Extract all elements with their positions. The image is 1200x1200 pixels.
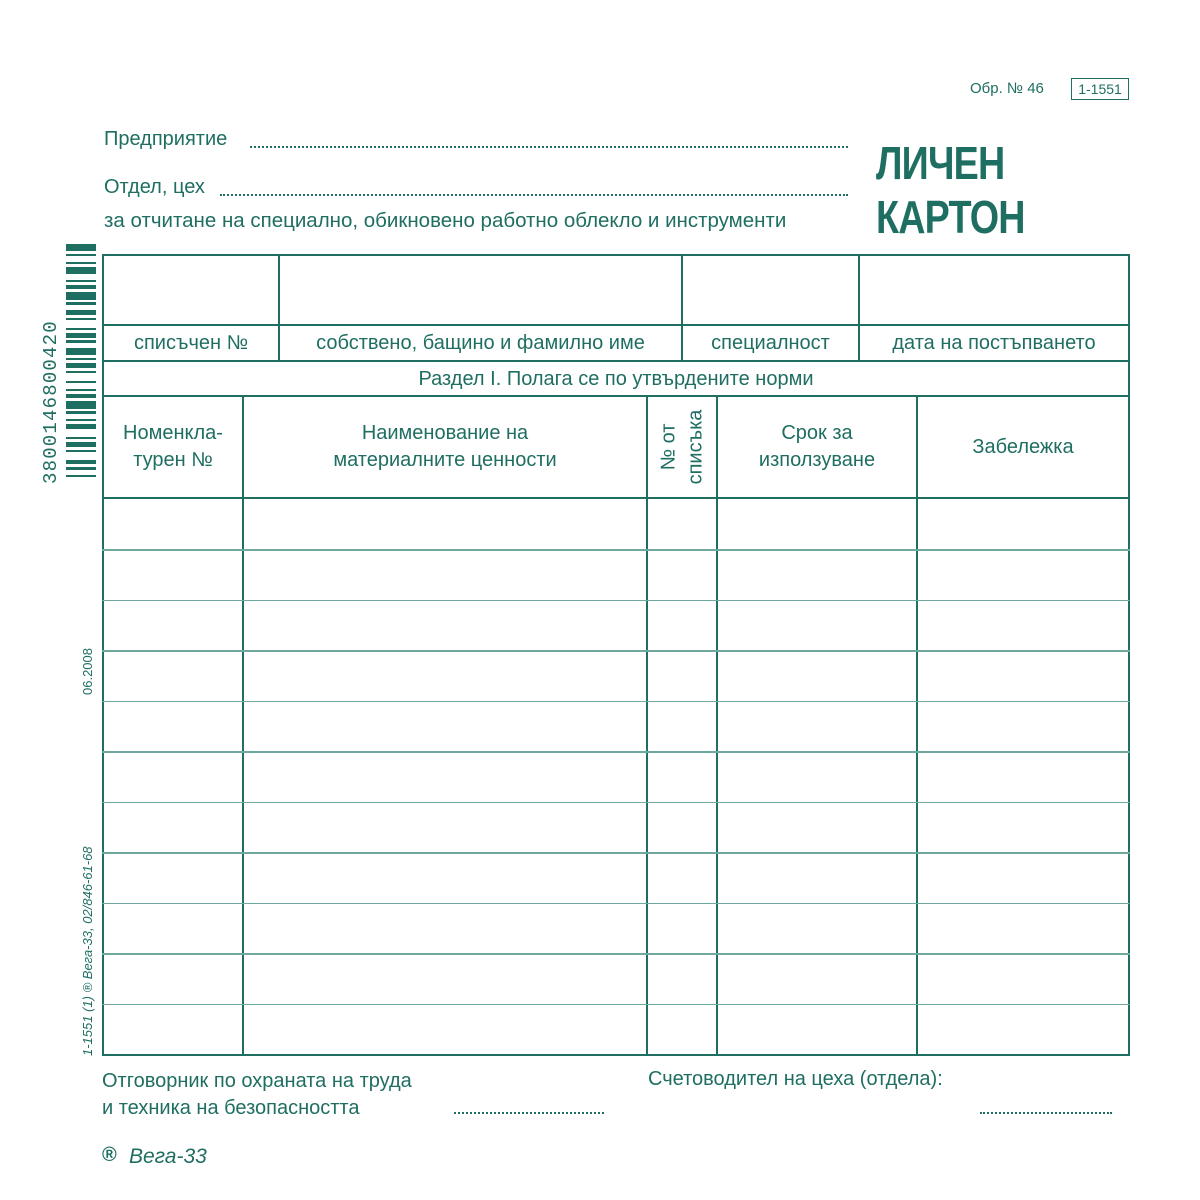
employee-name-label: собствено, бащино и фамилно име [316,331,645,354]
table-row [102,852,1130,902]
department-field[interactable] [220,184,848,196]
cell-name[interactable] [244,852,646,902]
row-divider [102,650,1130,652]
registered-icon: ® [102,1144,117,1166]
row-divider [102,549,1130,551]
cell-term[interactable] [718,751,916,801]
cell-term[interactable] [718,600,916,650]
table-row [102,751,1130,801]
cell-nomenclature[interactable] [104,650,242,700]
cell-list-no[interactable] [648,499,716,549]
cell-name[interactable] [244,953,646,1003]
barcode-bar [66,419,96,421]
cell-nomenclature[interactable] [104,549,242,599]
table-row [102,600,1130,650]
accountant-label: Счетоводител на цеха (отдела): [648,1068,943,1090]
cell-note[interactable] [918,499,1128,549]
form-number: Обр. № 46 [970,80,1044,97]
barcode-bar [66,340,96,342]
barcode-digits: 3800146800420 [40,320,62,484]
safety-officer-label: Отговорник по охраната на труда и техника на безопасността [102,1070,412,1119]
col-nomenclature-header: Номенкла- турен № [123,422,223,471]
barcode-bar [66,442,96,447]
accountant-signature[interactable] [980,1104,1112,1114]
barcode-bar [66,310,96,315]
cell-nomenclature[interactable] [104,499,242,549]
cell-list-no[interactable] [648,600,716,650]
cell-note[interactable] [918,701,1128,751]
page-title: ЛИЧЕН КАРТОН [876,137,1025,243]
barcode-bar [66,292,96,299]
cell-note[interactable] [918,600,1128,650]
barcode-bar [66,424,96,429]
table-row [102,1004,1130,1054]
brand-name: Вега-33 [129,1145,207,1168]
barcode-bar [66,358,96,360]
barcode-bar [66,333,96,338]
form-code: 1-1551 [1071,78,1129,100]
safety-officer-signature[interactable] [454,1104,604,1114]
barcode-bar [66,394,96,399]
barcode-bar [66,475,96,477]
cell-term[interactable] [718,701,916,751]
cell-name[interactable] [244,751,646,801]
cell-note[interactable] [918,549,1128,599]
barcode-bar [66,244,96,251]
employee-number-label: списъчен № [133,331,249,354]
table-row [102,953,1130,1003]
table-row [102,903,1130,953]
row-divider [102,751,1130,753]
col-name-header: Наименование на материалните ценности [333,422,557,471]
enterprise-label: Предприятие [104,128,228,150]
cell-term[interactable] [718,1004,916,1054]
table-row [102,549,1130,599]
cell-name[interactable] [244,499,646,549]
cell-list-no[interactable] [648,1004,716,1054]
cell-term[interactable] [718,852,916,902]
cell-list-no[interactable] [648,852,716,902]
cell-list-no[interactable] [648,953,716,1003]
specialty-field[interactable] [683,256,858,324]
cell-nomenclature[interactable] [104,1004,242,1054]
table-row [102,802,1130,852]
cell-nomenclature[interactable] [104,953,242,1003]
specialty-label: специалност [711,331,830,354]
row-divider [102,1004,1130,1006]
table-row [102,701,1130,751]
cell-list-no[interactable] [648,549,716,599]
barcode-bar [66,348,96,355]
barcode-bar [66,254,96,256]
cell-list-no[interactable] [648,650,716,700]
cell-nomenclature[interactable] [104,802,242,852]
cell-nomenclature[interactable] [104,751,242,801]
barcode-bar [66,363,96,368]
cell-note[interactable] [918,751,1128,801]
barcode-bar [66,401,96,408]
col-list-no-label: № от списъка [657,409,707,485]
barcode-bar [66,381,96,383]
cell-term[interactable] [718,549,916,599]
barcode-bar [66,437,96,439]
barcode-bar [66,371,96,373]
hire-date-label: дата на постъпването [892,331,1096,354]
subtitle: за отчитане на специално, обикновено работно облекло и инструменти [104,209,787,232]
employee-name-field[interactable] [280,256,681,324]
cell-term[interactable] [718,499,916,549]
card-table [102,254,1130,1056]
col-term-header: Срок за използуване [758,422,876,471]
cell-list-no[interactable] [648,802,716,852]
cell-note[interactable] [918,1004,1128,1054]
cell-nomenclature[interactable] [104,701,242,751]
enterprise-field[interactable] [250,136,848,148]
section-title: Раздел I. Полага се по утвърдените норми [418,367,814,390]
cell-list-no[interactable] [648,751,716,801]
cell-term[interactable] [718,802,916,852]
barcode-bar [66,467,96,469]
col-note-header: Забележка [972,435,1074,458]
barcode-bar [66,267,96,274]
print-date: 06.2008 [80,648,95,695]
cell-note[interactable] [918,802,1128,852]
row-divider [102,953,1130,955]
cell-name[interactable] [244,600,646,650]
cell-list-no[interactable] [648,903,716,953]
cell-note[interactable] [918,953,1128,1003]
cell-list-no[interactable] [648,701,716,751]
barcode-bar [66,302,96,304]
print-info: 1-1551 (1) ® Вега-33, 02/846-61-68 [80,846,95,1056]
row-divider [102,903,1130,905]
cell-note[interactable] [918,903,1128,953]
row-divider [102,600,1130,602]
cell-nomenclature[interactable] [104,852,242,902]
cell-name[interactable] [244,549,646,599]
barcode-bar [66,460,96,465]
cell-name[interactable] [244,802,646,852]
cell-nomenclature[interactable] [104,903,242,953]
barcode-bar [66,262,96,264]
cell-note[interactable] [918,650,1128,700]
hire-date-field[interactable] [860,256,1128,324]
cell-term[interactable] [718,650,916,700]
row-divider [102,802,1130,804]
cell-note[interactable] [918,852,1128,902]
cell-nomenclature[interactable] [104,600,242,650]
table-row [102,650,1130,700]
barcode-bar [66,389,96,391]
table-row [102,499,1130,549]
barcode-bar [66,285,96,290]
barcode-bar [66,450,96,452]
col-list-no-header [648,397,716,497]
cell-term[interactable] [718,903,916,953]
cell-name[interactable] [244,701,646,751]
employee-number-field[interactable] [104,256,278,324]
department-label: Отдел, цех [104,176,205,198]
barcode-bar [66,318,96,320]
barcode-bar [66,328,96,330]
barcode-bar [66,411,96,413]
cell-term[interactable] [718,953,916,1003]
row-divider [102,701,1130,703]
row-divider [102,852,1130,854]
barcode-bar [66,280,96,282]
cell-name[interactable] [244,903,646,953]
cell-name[interactable] [244,1004,646,1054]
cell-name[interactable] [244,650,646,700]
